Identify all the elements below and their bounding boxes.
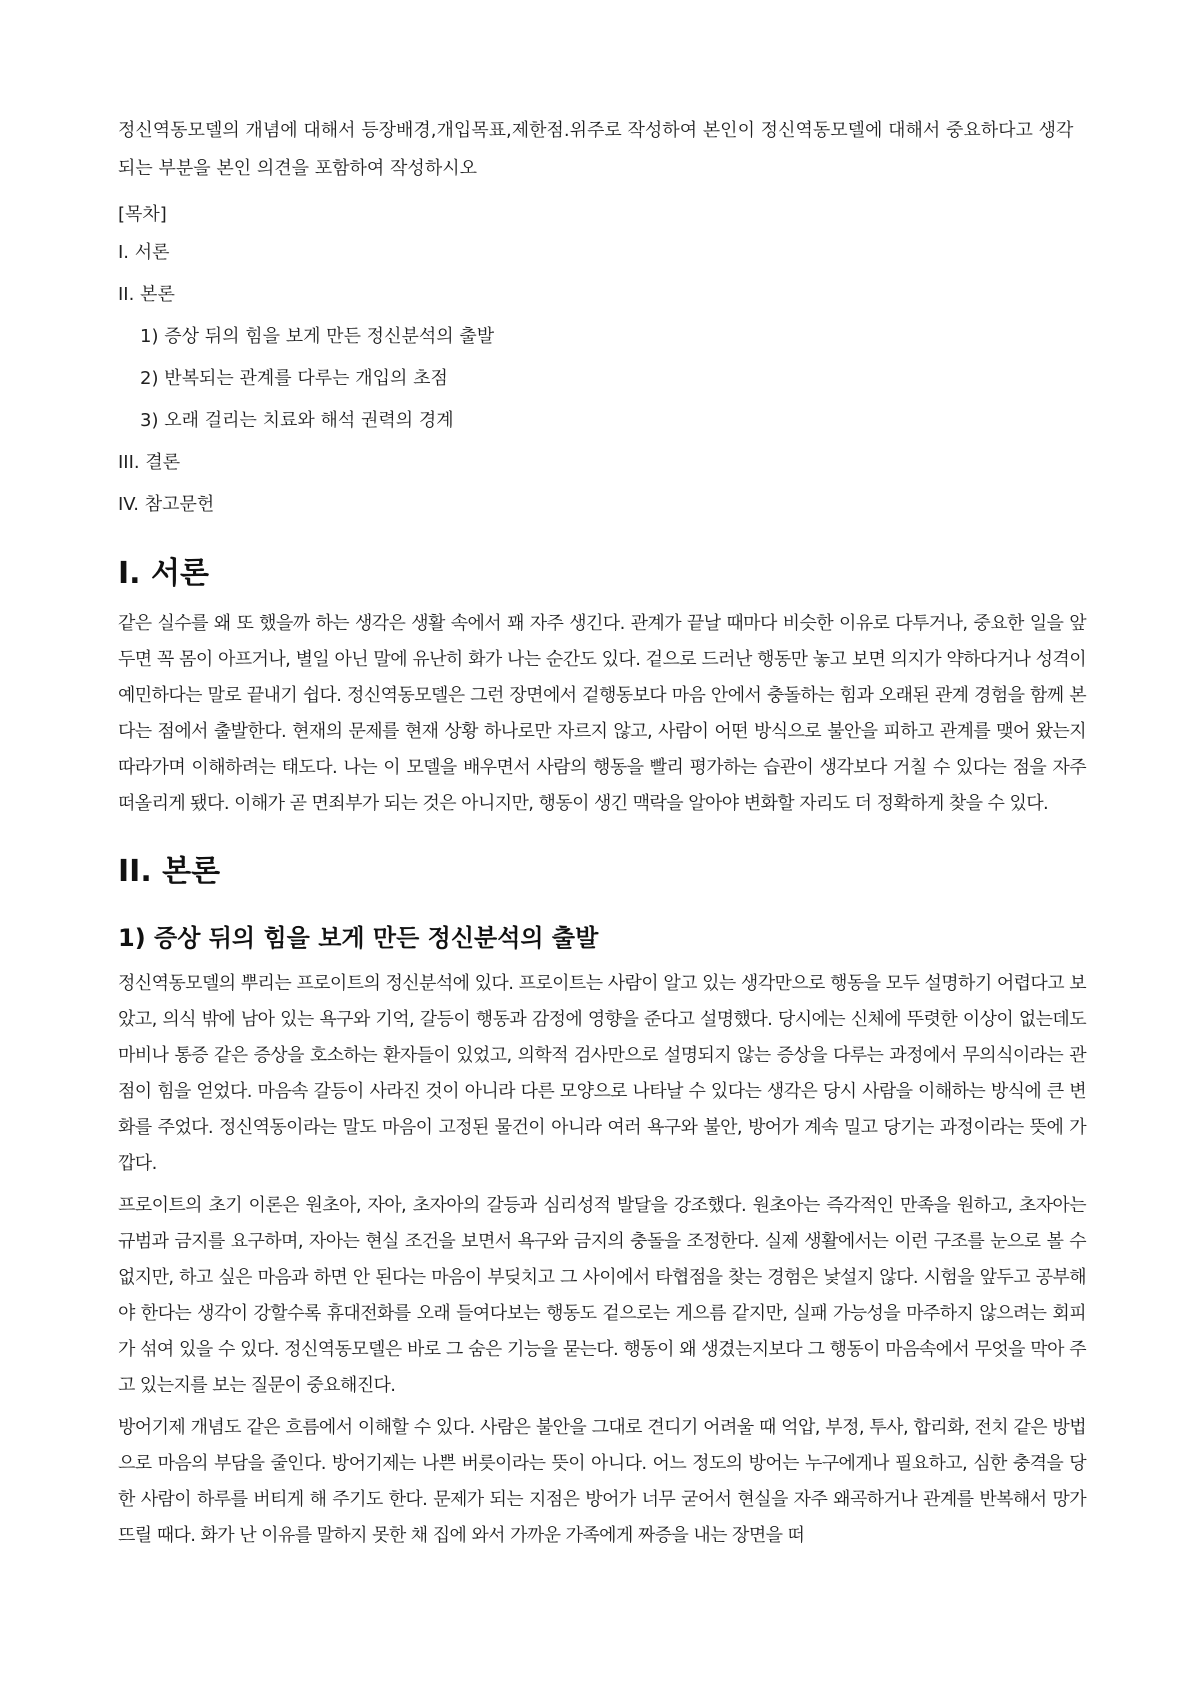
assignment-prompt: 정신역동모델의 개념에 대해서 등장배경,개입목표,제한점.위주로 작성하여 본인이 정신역동모델에 대해서 중요하다고 생각되는 부분을 본인 의견을 포함하여 작성하시오: [118, 120, 1074, 179]
toc-item-body-3: 3) 오래 걸리는 치료와 해석 권력의 경계: [140, 410, 454, 431]
table-of-contents: [118, 196, 1086, 524]
intro-paragraph: 같은 실수를 왜 또 했을까 하는 생각은 생활 속에서 꽤 자주 생긴다. 관계가 끝날 때마다 비슷한 이유로 다투거나, 중요한 일을 앞두면 꼭 몸이 아프거나, 별일 아닌 말에 유난히 화가 나는 순간도 있다. 겉으로 드러난 행동만 놓고 보면 의지가 약하다거나 성격이 예민하다는 말로 끝내기 쉽다. 정신역동모델은 그런 장면에서 겉행동보다 마음 안에서 충돌하는 힘과 오래된 관계 경험을 함께 본다는 점에서 출발한다. 현재의 문제를 현재 상황 하나로만 자르지 않고, 사람이 어떤 방식으로 불안을 피하고 관계를 맺어 왔는지 따라가며 이해하려는 태도다. 나는 이 모델을 배우면서 사람의 행동을 빨리 평가하는 습관이 생각보다 거칠 수 있다는 점을 자주 떠올리게 됐다. 이해가 곧 면죄부가 되는 것은 아니지만, 행동이 생긴 맥락을 알아야 변화할 자리도 더 정확하게 찾을 수 있다.: [118, 613, 1086, 814]
toc-heading: [목차]: [118, 204, 167, 225]
section-1-paragraph: 방어기제 개념도 같은 흐름에서 이해할 수 있다. 사람은 불안을 그대로 견디기 어려울 때 억압, 부정, 투사, 합리화, 전치 같은 방법으로 마음의 부담을 줄인다. 방어기제는 나쁜 버릇이라는 뜻이 아니다. 어느 정도의 방어는 누구에게나 필요하고, 심한 충격을 당한 사람이 하루를 버티게 해 주기도 한다. 문제가 되는 지점은 방어가 너무 굳어서 현실을 자주 왜곡하거나 관계를 반복해서 망가뜨릴 때다. 화가 난 이유를 말하지 못한 채 집에 와서 가까운 가족에게 짜증을 내는 장면을 떠: [118, 1417, 1086, 1546]
section-1-heading: 1) 증상 뒤의 힘을 보게 만든 정신분석의 출발: [118, 924, 599, 952]
toc-item-references: IV. 참고문헌: [118, 494, 215, 515]
toc-item-body-1: 1) 증상 뒤의 힘을 보게 만든 정신분석의 출발: [140, 326, 495, 347]
toc-list: [118, 234, 1086, 524]
toc-item-body: II. 본론: [118, 284, 175, 305]
section-1-paragraph: 정신역동모델의 뿌리는 프로이트의 정신분석에 있다. 프로이트는 사람이 알고 있는 생각만으로 행동을 모두 설명하기 어렵다고 보았고, 의식 밖에 남아 있는 욕구와 기억, 갈등이 행동과 감정에 영향을 준다고 설명했다. 당시에는 신체에 뚜렷한 이상이 없는데도 마비나 통증 같은 증상을 호소하는 환자들이 있었고, 의학적 검사만으로 설명되지 않는 증상을 다루는 과정에서 무의식이라는 관점이 힘을 얻었다. 마음속 갈등이 사라진 것이 아니라 다른 모양으로 나타날 수 있다는 생각은 당시 사람을 이해하는 방식에 큰 변화를 주었다. 정신역동이라는 말도 마음이 고정된 물건이 아니라 여러 욕구와 불안, 방어가 계속 밀고 당기는 과정이라는 뜻에 가깝다.: [118, 973, 1086, 1174]
toc-item-conclusion: III. 결론: [118, 452, 181, 473]
intro-heading: I. 서론: [118, 556, 209, 591]
section-1-paragraph: 프로이트의 초기 이론은 원초아, 자아, 초자아의 갈등과 심리성적 발달을 강조했다. 원초아는 즉각적인 만족을 원하고, 초자아는 규범과 금지를 요구하며, 자아는 현실 조건을 보면서 욕구와 금지의 충돌을 조정한다. 실제 생활에서는 이런 구조를 눈으로 볼 수 없지만, 하고 싶은 마음과 하면 안 된다는 마음이 부딪치고 그 사이에서 타협점을 찾는 경험은 낯설지 않다. 시험을 앞두고 공부해야 한다는 생각이 강할수록 휴대전화를 오래 들여다보는 행동도 겉으로는 게으름 같지만, 실패 가능성을 마주하지 않으려는 회피가 섞여 있을 수 있다. 정신역동모델은 바로 그 숨은 기능을 묻는다. 행동이 왜 생겼는지보다 그 행동이 마음속에서 무엇을 막아 주고 있는지를 보는 질문이 중요해진다.: [118, 1195, 1086, 1396]
toc-item-body-2: 2) 반복되는 관계를 다루는 개입의 초점: [140, 368, 448, 389]
body-heading: II. 본론: [118, 854, 221, 889]
document-page: [118, 112, 1086, 1560]
toc-item-intro: I. 서론: [118, 242, 170, 263]
